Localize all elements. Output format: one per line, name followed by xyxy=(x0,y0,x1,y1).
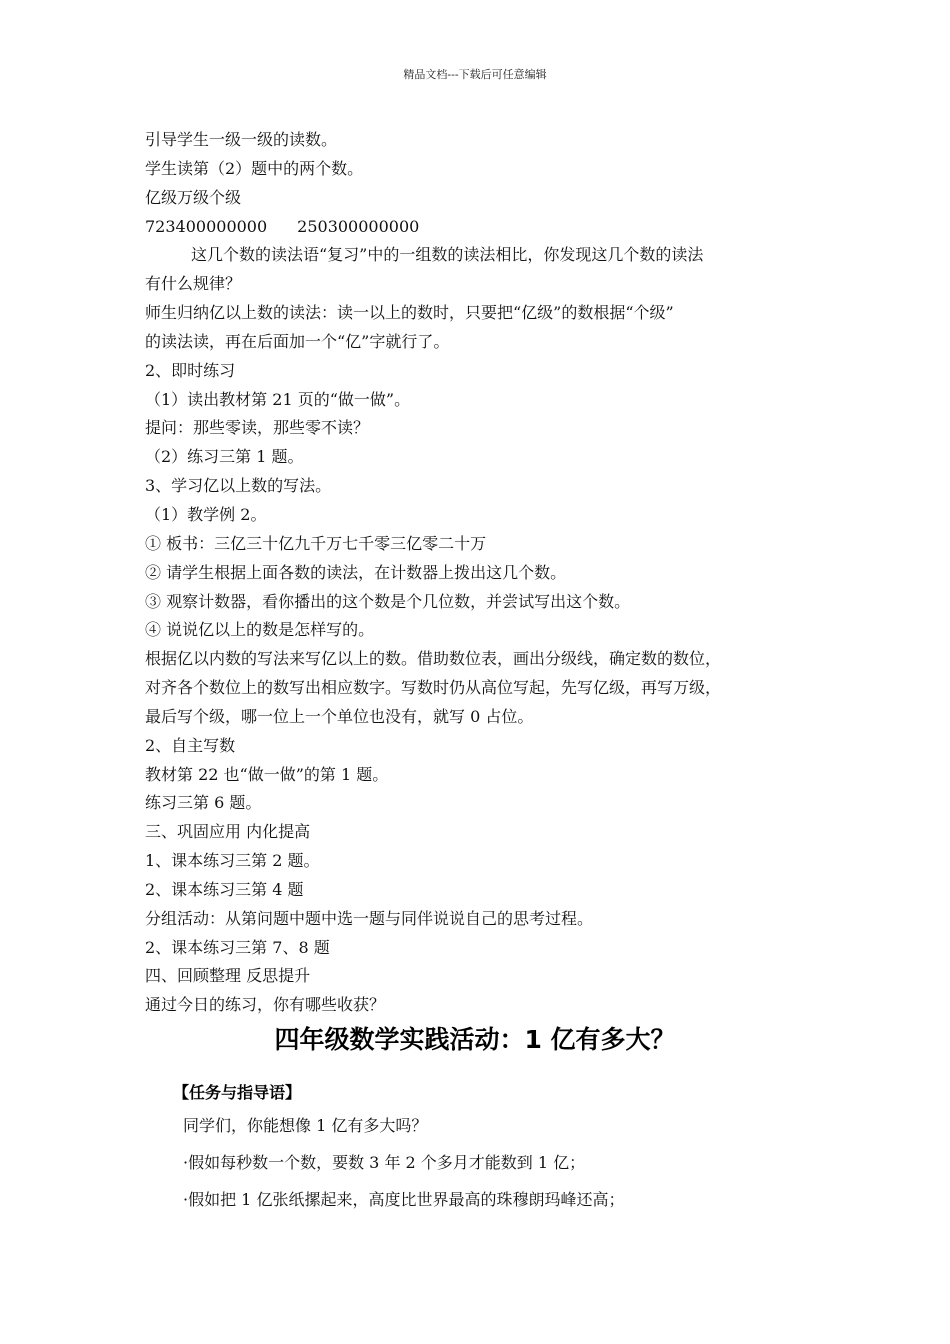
paragraph-line: （2）练习三第 1 题。 xyxy=(145,447,304,467)
paragraph-line: 分组活动：从第问题中题中选一题与同伴说说自己的思考过程。 xyxy=(145,908,594,928)
paragraph-line: 2、即时练习 xyxy=(145,360,236,380)
paragraph-line: （1）教学例 2。 xyxy=(145,504,267,524)
paragraph-line: 有什么规律？ xyxy=(145,274,242,294)
paragraph-line: 1、课本练习三第 2 题。 xyxy=(145,851,320,871)
paragraph-line: 提问：那些零读，那些零不读？ xyxy=(145,418,370,438)
task-line: ·假如把 1 亿张纸摞起来，高度比世界最高的珠穆朗玛峰还高； xyxy=(183,1190,625,1209)
paragraph-line: 学生读第（2）题中的两个数。 xyxy=(145,158,364,178)
number-example-1: 723400000000 xyxy=(145,216,268,236)
paragraph-line: 2、课本练习三第 7、8 题 xyxy=(145,937,330,957)
paragraph-line: 通过今日的练习，你有哪些收获？ xyxy=(145,995,386,1015)
paragraph-line: 师生归纳亿以上数的读法：读一以上的数时，只要把“亿级”的数根据“个级” xyxy=(145,303,674,323)
paragraph-line: （1）读出教材第 21 页的“做一做”。 xyxy=(145,389,411,409)
paragraph-line: 最后写个级，哪一位上一个单位也没有，就写 0 占位。 xyxy=(145,706,534,726)
task-line: ·假如每秒数一个数，要数 3 年 2 个多月才能数到 1 亿； xyxy=(183,1153,586,1172)
paragraph-line: 四、回顾整理 反思提升 xyxy=(145,966,311,986)
number-example-2: 250300000000 xyxy=(297,216,420,236)
paragraph-line: 的读法读，再在后面加一个“亿”字就行了。 xyxy=(145,331,450,351)
number-example-line xyxy=(145,213,840,242)
page-header: 精品文档---下载后可任意编辑 xyxy=(403,68,547,81)
paragraph-line: ① 板书：三亿三十亿九千万七千零三亿零二十万 xyxy=(145,533,487,553)
paragraph-line: 2、课本练习三第 4 题 xyxy=(145,879,304,899)
paragraph-line: 教材第 22 也“做一做”的第 1 题。 xyxy=(145,764,389,784)
paragraph-line: 对齐各个数位上的数写出相应数字。写数时仍从高位写起，先写亿级，再写万级， xyxy=(145,678,722,698)
paragraph-line: 三、巩固应用 内化提高 xyxy=(145,822,311,842)
section-title: 四年级数学实践活动：1 亿有多大？ xyxy=(274,1025,676,1054)
paragraph-line: ④ 说说亿以上的数是怎样写的。 xyxy=(145,620,375,640)
paragraph-line: 2、自主写数 xyxy=(145,735,236,755)
document-body xyxy=(145,126,840,1020)
paragraph-line: ② 请学生根据上面各数的读法，在计数器上拨出这几个数。 xyxy=(145,562,567,582)
task-line: 同学们，你能想像 1 亿有多大吗？ xyxy=(183,1116,428,1135)
paragraph-line: 引导学生一级一级的读数。 xyxy=(145,130,338,149)
task-heading: 【任务与指导语】 xyxy=(173,1083,302,1102)
paragraph-line: 3、学习亿以上数的写法。 xyxy=(145,476,332,496)
paragraph-line: 练习三第 6 题。 xyxy=(145,793,262,813)
paragraph-line: ③ 观察计数器，看你播出的这个数是个几位数，并尝试写出这个数。 xyxy=(145,591,631,611)
paragraph-line: 亿级万级个级 xyxy=(145,187,242,207)
paragraph-line: 根据亿以内数的写法来写亿以上的数。借助数位表，画出分级线，确定数的数位， xyxy=(145,649,722,669)
paragraph-line: 这几个数的读法语“复习”中的一组数的读法相比，你发现这几个数的读法 xyxy=(191,245,704,265)
